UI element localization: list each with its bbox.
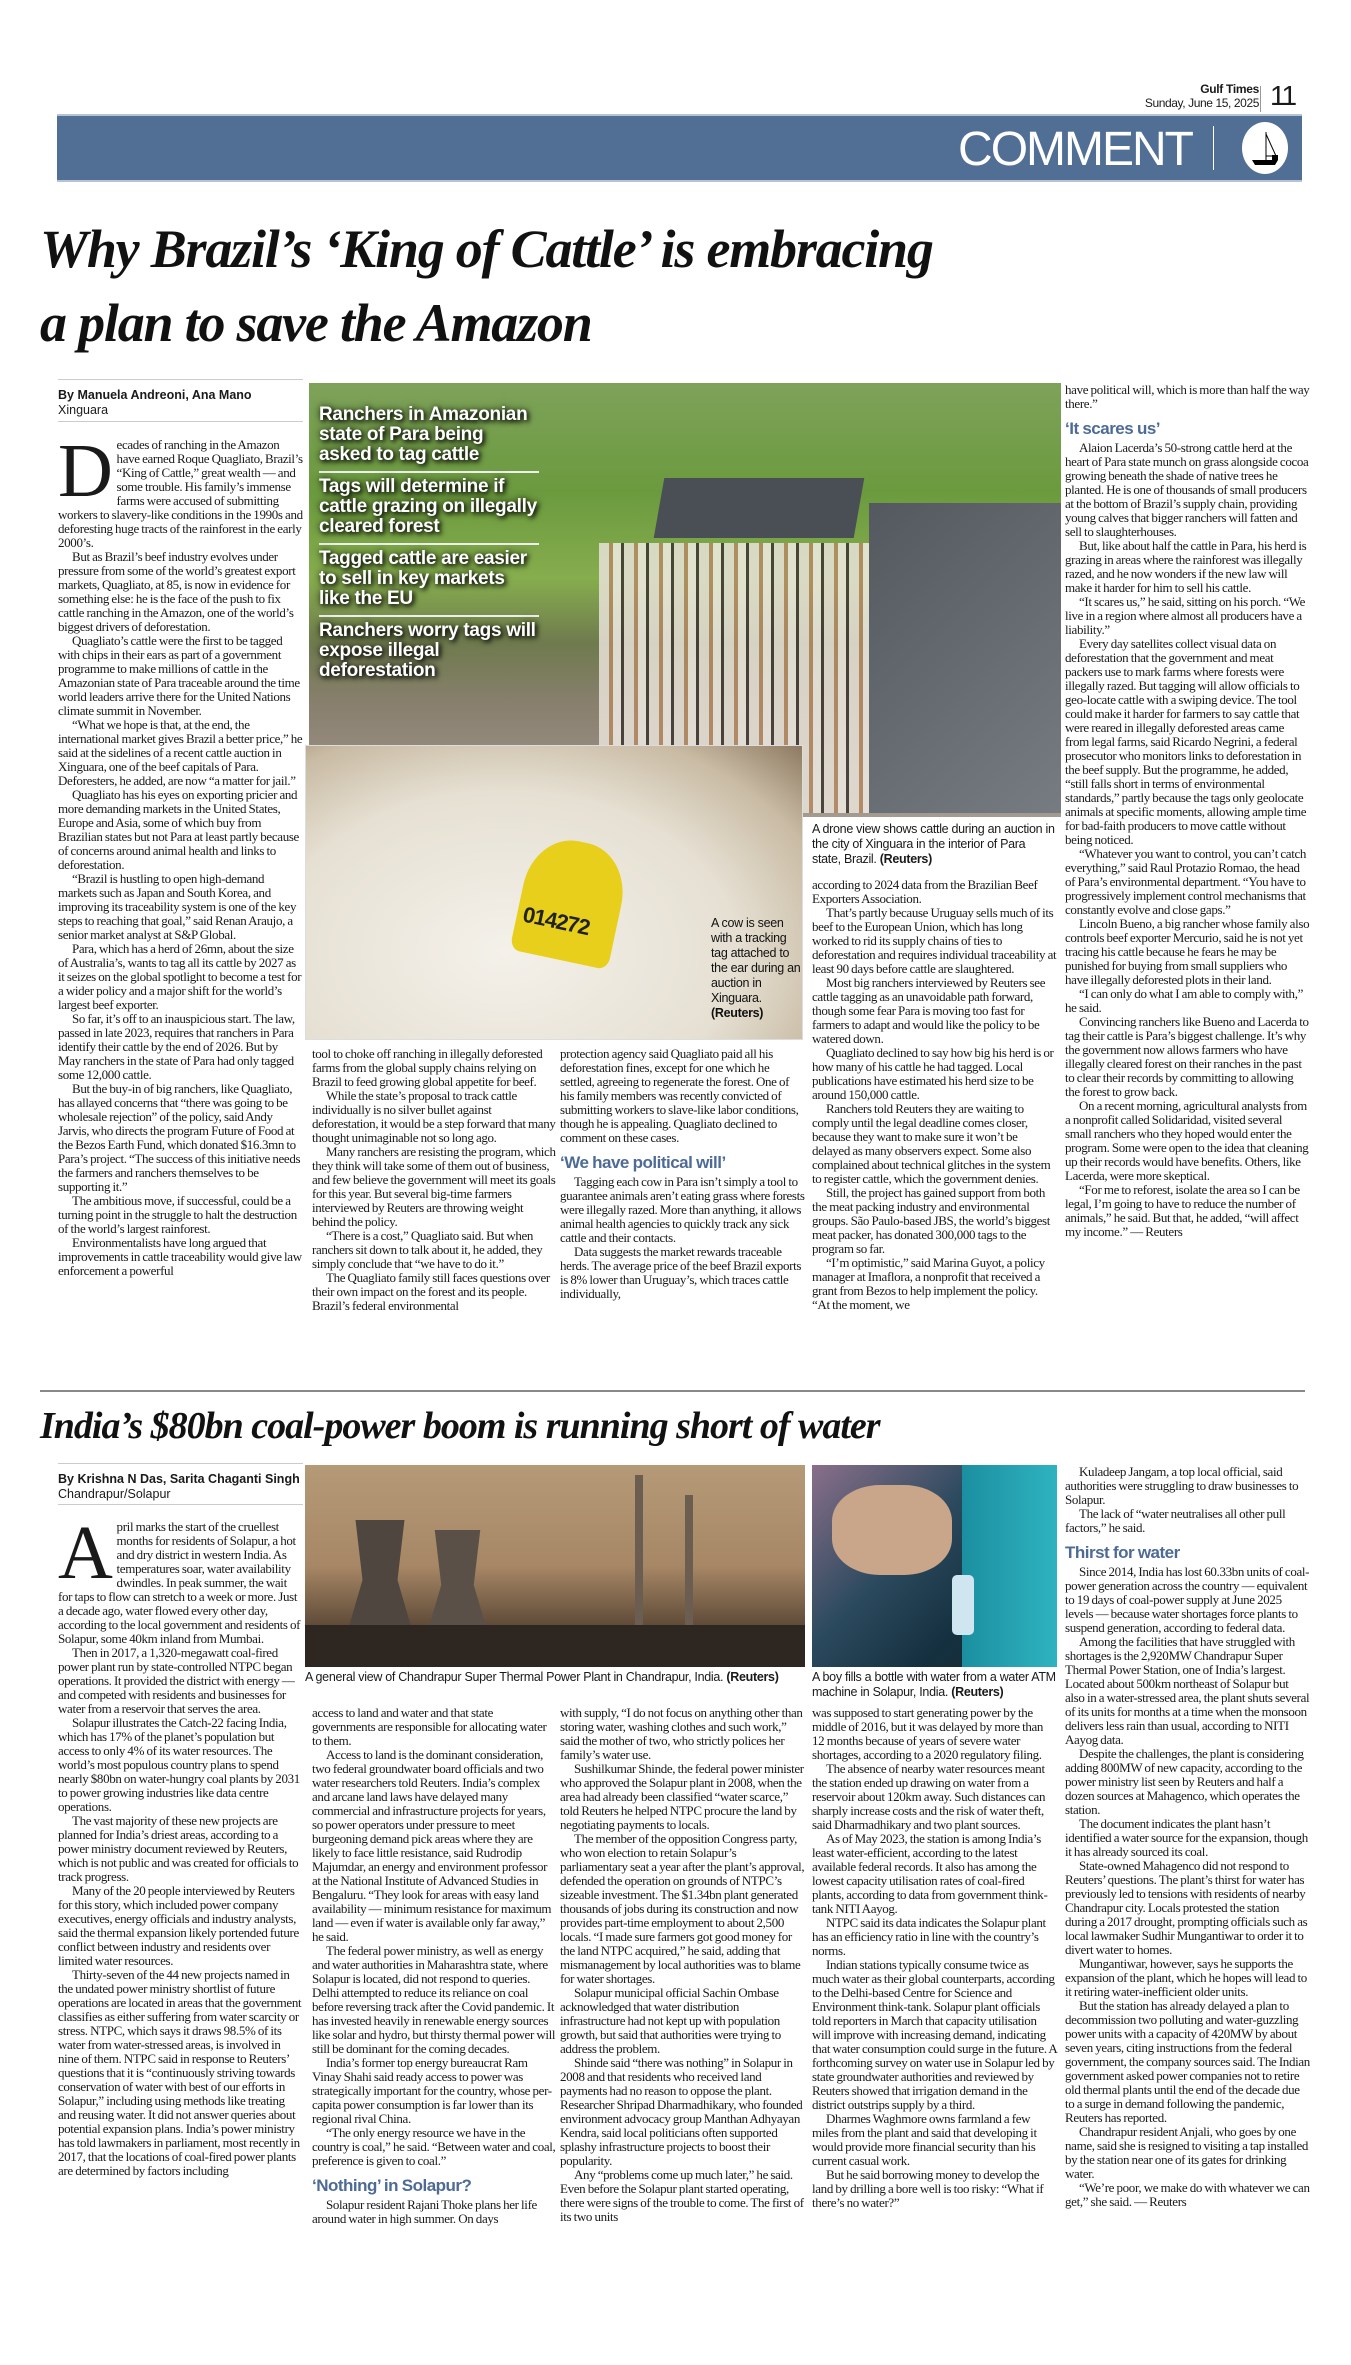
photo-credit: (Reuters)	[879, 852, 932, 866]
article1-column-1	[58, 429, 303, 1278]
paragraph: But as Brazil’s beef industry evolves under pressure from some of the world’s greatest export markets, Quagliato, at 85, is now in evidence for something else: he is the face of the push to fix cattle ranching in the Amazon, one of the world’s biggest drivers of deforestation.	[58, 549, 296, 634]
paragraph: As of May 2023, the station is among India’s least water-efficient, according to the latest available federal records. It also has among the lowest capacity utilisation rates of coal-fired plants, according to data from government think-tank NITI Aayog.	[812, 1831, 1048, 1916]
caption-text: A general view of Chandrapur Super Thermal Power Plant in Chandrapur, India.	[305, 1670, 724, 1684]
paragraph: The lack of “water neutralises all other pull factors,” he said.	[1065, 1506, 1286, 1535]
byline: By Krishna N Das, Sarita Chaganti Singh	[58, 1472, 300, 1486]
paragraph: “I’m optimistic,” said Marina Guyot, a policy manager at Imaflora, a nonprofit that received a grant from Bezos to help implement the policy. “At the moment, we	[812, 1255, 1045, 1312]
drop-cap: D	[58, 429, 113, 513]
paragraph: But the buy-in of big ranchers, like Quagliato, has allayed concerns that “there was going to be wholesale rejection” of the policy, said Andy Jarvis, who directs the program Future of Food at the Bezos Earth Fund, which donated $16.3mn to Para’s project. “The success of this initiative needs the farmers and ranchers themselves to be supporting it.”	[58, 1081, 301, 1194]
drone-caption	[812, 822, 1057, 867]
ear-tag	[510, 832, 633, 970]
article2-column-2	[312, 1706, 557, 2226]
paragraph: Chandrapur resident Anjali, who goes by one name, said she is resigned to visiting a tap installed by the station near one of its gates for drinking water.	[1065, 2124, 1309, 2181]
paragraph: The vast majority of these new projects are planned for India’s driest areas, according to a power ministry document reviewed by Reuters, which is not public and was created for officials to track progress.	[58, 1813, 299, 1884]
paragraph: with supply, “I do not focus on anything other than storing water, washing clothes and such work,” said the mother of two, who strictly polices her family’s water use.	[560, 1705, 803, 1762]
paragraph: “For me to reforest, isolate the area so I can be legal, I’m going to have to reduce the number of animals,” he said. But that, he added, “will affect my income.” — Reuters	[1065, 1182, 1300, 1239]
paragraph: “Brazil is hustling to open high-demand markets such as Japan and South Korea, and improving its traceability system is one of the key steps to reaching that goal,” said Renan Araujo, a senior market analyst at S&P Global.	[58, 871, 297, 942]
highlight-item: Tags will determine if cattle grazing on illegally cleared forest	[319, 473, 539, 545]
paragraph: according to 2024 data from the Brazilian Beef Exporters Association.	[812, 877, 1038, 906]
section-banner	[57, 114, 1302, 182]
paragraph: That’s partly because Uruguay sells much of its beef to the European Union, which has long worked to rid its supply chains of ties to deforestation and requires individual traceability at least 90 days before cattle are slaughtered.	[812, 905, 1057, 976]
photo-credit: (Reuters)	[951, 1685, 1004, 1699]
water-atm-photo	[812, 1465, 1057, 1667]
byline-rule	[58, 421, 303, 422]
article-headline: India’s $80bn coal-power boom is running short of water	[40, 1405, 880, 1447]
paragraph: Dharmes Waghmore owns farmland a few miles from the plant and said that developing it would provide more financial security than his current casual work.	[812, 2111, 1037, 2168]
paragraph: Convincing ranchers like Bueno and Lacerda to tag their cattle is Para’s biggest challenge. It’s why the government now allows farmers who have illegally cleared forest on their ranches in the past to clear their records by committing to allowing the forest to grow back.	[1065, 1014, 1309, 1099]
paragraph: Solapur municipal official Sachin Ombase acknowledged that water distribution infrastructure had not kept up with population growth, but said that authorities were trying to address the problem.	[560, 1985, 781, 2056]
paragraph: Ranchers told Reuters they are waiting to comply until the legal deadline comes closer, because they want to make sure it won’t be delayed as many observers expect. Some also complained about technical glitches in the system to register cattle, which the government denies.	[812, 1101, 1051, 1186]
photo-credit: (Reuters)	[711, 1006, 764, 1020]
paragraph: The ambitious move, if successful, could be a turning point in the struggle to halt the destruction of the world’s largest rainforest.	[58, 1193, 297, 1236]
banner-divider	[1213, 126, 1214, 170]
subheading: ‘Nothing’ in Solapur?	[312, 2176, 472, 2195]
subheading: ‘We have political will’	[560, 1153, 726, 1172]
paragraph: Among the facilities that have struggled with shortages is the 2,920MW Chandrapur Super Thermal Power Station, one of India’s largest. Located about 500km northeast of Solapur but also in a water-stressed area, the plant shuts several of its units for months at a time when the monsoon delivers less rain than usual, according to NITI Aayog data.	[1065, 1634, 1310, 1747]
water-atm	[962, 1465, 1057, 1667]
caption-text: A drone view shows cattle during an auction in the city of Xinguara in the interior of Para state, Brazil.	[812, 822, 1055, 866]
paragraph: Quagliato declined to say how big his herd is or how many of his cattle he had tagged. Local publications have estimated his herd size to be around 150,000 cattle.	[812, 1045, 1054, 1102]
barn-roof	[869, 503, 1061, 813]
paragraph: While the state’s proposal to track cattle individually is no silver bullet against deforestation, it would be a step forward that many thought unimaginable not so long ago.	[312, 1088, 556, 1145]
caption-text: A boy fills a bottle with water from a water ATM machine in Solapur, India.	[812, 1670, 1056, 1699]
cooling-tower	[425, 1530, 490, 1640]
paragraph: But the station has already delayed a plan to decommission two polluting and water-guzzling power units with a capacity of 420MW by about seven years, citing instructions from the federal government, the company sources said. The Indian government asked power companies not to retire old thermal plants until the end of the decade due to a surge in demand following the pandemic, Reuters has reported.	[1065, 1998, 1310, 2125]
paragraph: Kuladeep Jangam, a top local official, said authorities were struggling to draw businesses to Solapur.	[1065, 1464, 1299, 1507]
paragraph: “Whatever you want to control, you can’t catch everything,” said Raul Protazio Romao, the head of Para’s environmental department. “You have to progressively implement control mechanisms that constantly evolve and close gaps.”	[1065, 846, 1307, 917]
paragraph: India’s former top energy bureaucrat Ram Vinay Shahi said ready access to power was strategically important for the country, whose per-capita power consumption is far lower than its regional rival China.	[312, 2055, 552, 2126]
plant-caption	[305, 1670, 810, 1685]
byline-rule	[58, 1463, 303, 1464]
power-plant-photo	[305, 1465, 805, 1667]
highlights-box	[319, 401, 539, 687]
headline-line-1: Why Brazil’s ‘King of Cattle’ is embracing	[40, 219, 933, 279]
article2-column-1	[58, 1511, 303, 2178]
shed-roof	[654, 478, 865, 538]
paragraph: have political will, which is more than half the way there.”	[1065, 382, 1310, 411]
paragraph: But, like about half the cattle in Para, his herd is grazing in areas where the rainforest was illegally razed, and he now wonders if the new law will make it harder for him to sell his cattle.	[1065, 538, 1307, 595]
paragraph: protection agency said Quagliato paid all his deforestation fines, except for one which he settled, agreeing to regenerate the forest. One of his family members was recently convicted of submitting workers to slave-like labor conditions, though he is appealing. Quagliato declined to comment on these cases.	[560, 1046, 799, 1145]
article-divider	[40, 1390, 1305, 1392]
highlight-item: Tagged cattle are easier to sell in key markets like the EU	[319, 545, 539, 617]
paragraph	[58, 1511, 303, 1646]
paragraph: Quagliato’s cattle were the first to be tagged with chips in their ears as part of a government programme to make millions of cattle in the Amazonian state of Para traceable around the time world leaders arrive there for the United Nations climate summit in November.	[58, 633, 300, 718]
paragraph: The federal power ministry, as well as energy and water authorities in Maharashtra state, where Solapur is located, did not respond to queries. Delhi attempted to reduce its reliance on coal before reversing track after the Covid pandemic. It has invested heavily in renewable energy sources like solar and hydro, but thirsty thermal power will still be dominant for the coming decades.	[312, 1943, 556, 2056]
paragraph: was supposed to start generating power by the middle of 2016, but it was delayed by more than 12 months because of years of severe water shortages, according to a 2020 regulatory filing.	[812, 1705, 1044, 1762]
paragraph: But he said borrowing money to develop the land by drilling a bore well is too risky: “What if there’s no water?”	[812, 2167, 1044, 2210]
paragraph: Mungantiwar, however, says he supports the expansion of the plant, which he hopes will lead to it retiring water-inefficient older units.	[1065, 1956, 1307, 1999]
article1-column-2	[312, 1047, 557, 1313]
paragraph: Thirty-seven of the 44 new projects named in the undated power ministry shortlist of future operations are located in areas that the government classifies as either suffering from water scarcity or stress. NTPC, which says it draws 98.5% of its water from water-stressed areas, is involved in nine of them. NTPC said in response to Reuters’ questions that it is “continuously striving towards conservation of water with best of our efforts in Solapur,” including using methods like treating and reusing water. It did not answer queries about potential expansion plans. India’s power ministry has told lawmakers in parliament, most recently in 2017, that the locations of coal-fired power plants are determined by factors including	[58, 1967, 302, 2178]
water-bottle	[952, 1575, 974, 1635]
paragraph: Environmentalists have long argued that improvements in cattle traceability would give law enforcement a powerful	[58, 1235, 302, 1278]
paragraph: Solapur illustrates the Catch-22 facing India, which has 17% of the planet’s population but access to only 4% of its water resources. The world’s most populous country plans to spend nearly $80bn on water-hungry coal plants by 2031 to power growing industries like data centre operations.	[58, 1715, 300, 1814]
article2-column-4	[812, 1706, 1057, 2210]
cow-tag-photo	[305, 745, 803, 1040]
paragraph: Sushilkumar Shinde, the federal power minister who approved the Solapur plant in 2008, when the area had already been classified “water scarce,” told Reuters he helped NTPC procure the land by negotiating payments to locals.	[560, 1761, 804, 1832]
highlight-item: Ranchers in Amazonian state of Para being asked to tag cattle	[319, 401, 539, 473]
dhow-logo-icon	[1242, 122, 1288, 174]
paragraph: Lincoln Bueno, a big rancher whose family also controls beef exporter Mercurio, said he is not yet tracing his cattle because he fears he may be punished for buying from small suppliers who have illegally deforested plots in their land.	[1065, 916, 1310, 987]
article-headline	[40, 212, 933, 360]
paragraph: “There is a cost,” Quagliato said. But when ranchers sit down to talk about it, he added, they simply conclude that “we have to do it.”	[312, 1228, 543, 1271]
caption-text: A cow is seen with a tracking tag attached to the ear during an auction in Xinguara.	[711, 916, 801, 1005]
chimney	[635, 1475, 643, 1625]
paragraph: Every day satellites collect visual data on deforestation that the government and meat packers use to mark farms where forests were illegally razed. But tagging will allow officials to geo-locate cattle with a swiping device. The tool could make it harder for farmers to say cattle that were reared in illegally deforested areas came from legal farms, said Ricardo Negrini, a federal prosecutor who monitors links to deforestation in the beef supply. But the programme, he added, “still falls short in terms of environmental standards,” partly because the tags only geolocate animals at specific moments, allowing ample time for bad-faith producers to move cattle without being noticed.	[1065, 636, 1307, 847]
paragraph: tool to choke off ranching in illegally deforested farms from the global supply chains relying on Brazil to feed growing global appetite for beef.	[312, 1046, 543, 1089]
highlight-item: Ranchers worry tags will expose illegal deforestation	[319, 620, 536, 681]
paragraph: Since 2014, India has lost 60.33bn units of coal-power generation across the country — equivalent to 19 days of coal-power supply at June 2025 levels — because water shortages force plants to suspend generation, according to federal data.	[1065, 1564, 1310, 1635]
paragraph: Para, which has a herd of 26mn, about the size of Australia’s, wants to tag all its cattle by 2027 as it seizes on the global spotlight to become a test for a wider policy and a major shift for the world’s largest beef exporter.	[58, 941, 302, 1012]
section-title: COMMENT	[958, 123, 1192, 176]
paragraph: “I can only do what I am able to comply with,” he said.	[1065, 986, 1304, 1015]
paragraph: NTPC said its data indicates the Solapur plant has an efficiency ratio in line with the country’s norms.	[812, 1915, 1046, 1958]
paragraph: Quagliato has his eyes on exporting pricier and more demanding markets in the United States, Europe and Asia, some of which buy from Brazilian states but not Para at least partly because of concerns around animal health and links to deforestation.	[58, 787, 299, 872]
article1-column-4	[812, 878, 1057, 1312]
byline-rule	[58, 1504, 303, 1505]
subheading: ‘It scares us’	[1065, 419, 1161, 438]
masthead-divider	[1260, 86, 1261, 112]
boy-arm	[832, 1485, 952, 1575]
paragraph: Solapur resident Rajani Thoke plans her life around water in high summer. On days	[312, 2197, 537, 2226]
cow-caption	[711, 916, 801, 1021]
paragraph: Shinde said “there was nothing” in Solapur in 2008 and that residents who received land payments had no reason to oppose the plant. Researcher Shripad Dharmadhikary, who founded environment advocacy group Manthan Adhyayan Kendra, said local politicians often supported splashy infrastructure projects to boost their popularity.	[560, 2055, 803, 2168]
paragraph: The absence of nearby water resources meant the station ended up drawing on water from a reservoir about 120km away. Such distances can sharply increase costs and the risk of water theft, said Dharmadhikary and two plant sources.	[812, 1761, 1046, 1832]
newspaper-name: Gulf Times	[1200, 82, 1259, 96]
paragraph: “We’re poor, we make do with whatever we can get,” she said. — Reuters	[1065, 2180, 1310, 2209]
paragraph: Alaion Lacerda’s 50-strong cattle herd at the heart of Para state munch on grass alongside cocoa growing beneath the shade of native trees he planted. He is one of thousands of small producers at the bottom of Brazil’s supply chain, providing young calves that bigger ranchers will fatten and sell to slaughterhouses.	[1065, 440, 1309, 539]
subheading: Thirst for water	[1065, 1543, 1180, 1562]
paragraph: On a recent morning, agricultural analysts from a nonprofit called Solidaridad, visited several small ranchers who they hoped would enter the program. Some were open to the idea that cleaning up their records would have benefits. Others, like Lacerda, were more skeptical.	[1065, 1098, 1309, 1183]
paragraph-text: ecades of ranching in the Amazon have earned Roque Quagliato, Brazil’s “King of Cattle,” great wealth — and some trouble. His family’s immense farms were accused of submitting workers to slavery-like conditions in the 1990s and deforesting huge tracts of the rainforest in the early 2000’s.	[58, 437, 303, 550]
paragraph: Data suggests the market rewards traceable herds. The average price of the beef Brazil exports is 8% lower than Uruguay’s, which traces cattle individually,	[560, 1244, 802, 1301]
paragraph: The document indicates the plant hasn’t identified a water source for the expansion, though it has already sourced its coal.	[1065, 1816, 1308, 1859]
paragraph: Access to land is the dominant consideration, two federal groundwater board officials and two water researchers told Reuters. India’s complex and arcane land laws have delayed many commercial and infrastructure projects for years, so power operators under pressure to meet burgeoning demand pick areas where they are likely to face little resistance, said Rudrodip Majumdar, an energy and environment professor at the National Institute of Advanced Studies in Bengaluru. “They look for areas with easy land availability — minimum resistance for maximum land — even if water is available only far away,” he said.	[312, 1747, 552, 1944]
paragraph-text: pril marks the start of the cruellest months for residents of Solapur, a hot and dry district in western India. As temperatures soar, water availability dwindles. In peak summer, the wait for taps to flow can stretch to a week or more. Just a decade ago, water flowed every other day, according to the local government and residents of Solapur, some 40km inland from Mumbai.	[58, 1519, 301, 1646]
article1-column-5	[1065, 383, 1310, 1239]
byline: By Manuela Andreoni, Ana Mano	[58, 388, 252, 402]
paragraph: The member of the opposition Congress party, who won election to retain Solapur’s parliamentary seat a year after the plant’s approval, defended the operation on grounds of NTPC’s sizeable investment. The $1.34bn plant generated thousands of jobs during its construction and now provides part-time employment to about 2,500 locals. “I made sure farmers got good money for the land NTPC acquired,” he said, adding that mismanagement by local authorities was to blame for water shortages.	[560, 1831, 805, 1986]
paragraph: Many of the 20 people interviewed by Reuters for this story, which included power company executives, energy officials and industry analysts, said the thermal expansion likely portended future conflict between industry and residents over limited water resources.	[58, 1883, 299, 1968]
paragraph: Despite the challenges, the plant is considering adding 800MW of new capacity, according to the power ministry list seen by Reuters and half a dozen sources at Mahagenco, which operates the station.	[1065, 1746, 1304, 1817]
paragraph: Many ranchers are resisting the program, which they think will take some of them out of business, and few believe the government will meet its goals for this year. But several big-time farmers interviewed by Reuters are throwing weight behind the policy.	[312, 1144, 556, 1229]
byline-rule	[58, 379, 303, 380]
chimney	[685, 1495, 693, 1625]
page-number: 11	[1270, 80, 1296, 111]
paragraph: Still, the project has gained support from both the meat packing industry and environmental groups. São Paulo-based JBS, the world’s biggest meat packer, has donated 300,000 tags to the program so far.	[812, 1185, 1051, 1256]
paragraph: State-owned Mahagenco did not respond to Reuters’ questions. The plant’s thirst for water has previously led to tensions with residents of nearby Chandrapur city. Locals protested the station during a 2017 drought, prompting officials such as local lawmaker Sudhir Mungantiwar to order it to divert water to homes.	[1065, 1858, 1308, 1957]
boy-caption	[812, 1670, 1057, 1700]
photo-credit: (Reuters)	[726, 1670, 779, 1684]
paragraph: The Quagliato family still faces questions over their own impact on the forest and its people. Brazil’s federal environmental	[312, 1270, 550, 1313]
paragraph: Tagging each cow in Para isn’t simply a tool to guarantee animals aren’t eating grass where forests were illegally razed. More than anything, it allows animal health agencies to quickly track any sick cattle and their contacts.	[560, 1174, 805, 1245]
tag-number: 014272	[520, 901, 592, 941]
paragraph	[58, 429, 303, 550]
paragraph: “The only energy resource we have in the country is coal,” he said. “Between water and coal, preference is given to coal.”	[312, 2125, 556, 2168]
dateline: Xinguara	[58, 403, 109, 417]
paragraph: Any “problems come up much later,” he said. Even before the Solapur plant started operating, there were signs of the trouble to come. The first of its two units	[560, 2167, 804, 2224]
paragraph: Then in 2017, a 1,320-megawatt coal-fired power plant run by state-controlled NTPC began operations. It provided the district with energy — and competed with residents and businesses for water from a reservoir that serves the area.	[58, 1645, 295, 1716]
cooling-tower	[345, 1520, 415, 1640]
article2-column-5	[1065, 1465, 1310, 2209]
article2-column-3	[560, 1706, 805, 2224]
paragraph: “It scares us,” he said, sitting on his porch. “We live in a region where almost all producers have a liability.”	[1065, 594, 1306, 637]
paragraph: “What we hope is that, at the end, the international market gives Brazil a better price,” he said at the sidelines of a recent cattle auction in Xinguara, one of the beef capitals of Para. Deforesters, he added, are now “a matter for jail.”	[58, 717, 303, 788]
drop-cap: A	[58, 1511, 113, 1595]
issue-date: Sunday, June 15, 2025	[1144, 96, 1259, 110]
paragraph: access to land and water and that state governments are responsible for allocating water to them.	[312, 1705, 547, 1748]
headline-line-2: a plan to save the Amazon	[40, 293, 592, 353]
paragraph: Most big ranchers interviewed by Reuters see cattle tagging as an unavoidable path forward, though some fear Para is moving too fast for farmers to adapt and would like the policy to be watered down.	[812, 975, 1046, 1046]
dateline: Chandrapur/Solapur	[58, 1487, 171, 1501]
paragraph: Indian stations typically consume twice as much water as their global counterparts, according to the Delhi-based Centre for Science and Environment think-tank. Solapur plant officials told reporters in March that capacity utilisation will improve with increasing demand, indicating that water consumption could surge in the future. A forthcoming survey on water use in Solapur led by state groundwater authorities and reviewed by Reuters showed that irrigation demand in the district outstrips supply by a third.	[812, 1957, 1057, 2112]
article1-column-3	[560, 1047, 805, 1301]
paragraph: So far, it’s off to an inauspicious start. The law, passed in late 2023, requires that ranchers in Para identify their cattle by the end of 2026. But by May ranchers in the state of Para had only tagged some 12,000 cattle.	[58, 1011, 295, 1082]
foreground	[305, 1625, 805, 1667]
